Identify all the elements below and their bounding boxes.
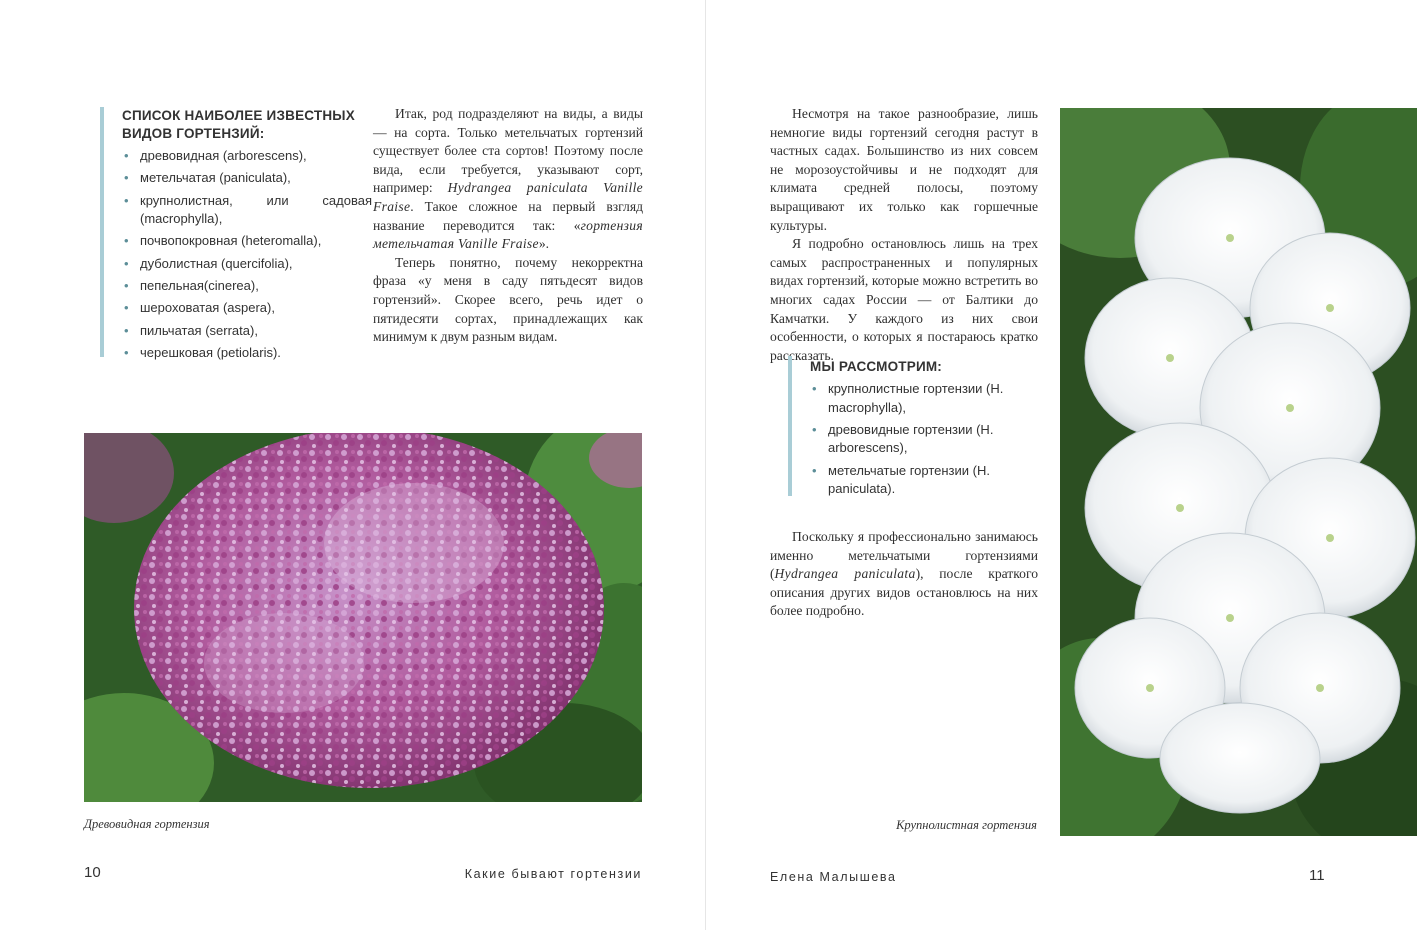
left-body-text (373, 105, 643, 347)
considered-species-title: МЫ РАССМОТРИМ: (810, 359, 943, 374)
latin-name: Hydrangea paniculata Vanille Fraise (373, 180, 643, 214)
species-list-box (100, 107, 372, 360)
paragraph: Поскольку я профессионально занимаюсь именно метельчатыми гортензиями (Hydrangea paniculata), после краткого описания других видов остановлюсь на них более подробно. (770, 529, 1038, 619)
photo-caption: Крупнолистная гортензия (896, 818, 1037, 832)
pink-hydrangea-image (84, 433, 642, 802)
arborescens-photo (84, 433, 642, 802)
latin-name: Hydrangea paniculata (774, 566, 916, 582)
list-item: • метельчатые гортензии (H. paniculata). (810, 462, 1020, 499)
page-number: 10 (84, 864, 101, 881)
right-page (707, 0, 1417, 930)
paragraph: Несмотря на такое разнообразие, лишь немногие виды гортензий сегодня растут в частных садах. Большинство из них совсем не морозоустойчивы и не подходят для климата средней полосы, поэтому выращивают их только как горшечные культуры. (770, 106, 1038, 233)
list-item: • метельчатая (paniculata), (122, 169, 372, 188)
considered-species-list (810, 380, 1020, 499)
right-body-text-2 (770, 528, 1038, 621)
translated-name: гортензия метельчатая Vanille Fraise (373, 217, 643, 252)
species-list-title: СПИСОК НАИБОЛЕЕ ИЗВЕСТНЫХ ВИДОВ ГОРТЕНЗИЙ: (122, 108, 355, 141)
macrophylla-photo (1060, 108, 1417, 836)
list-item: • пепельная(cinerea), (122, 277, 372, 296)
list-item: • крупнолистные гортензии (H. macrophylla), (810, 380, 1020, 417)
list-item: • древовидные гортензии (H. arborescens), (810, 421, 1020, 458)
paragraph: Я подробно остановлюсь лишь на трех самых распространенных и популярных видах гортензий, которые можно встретить во многих садах России — от Балтики до Камчатки. У каждого из них свои особенности, о которых я постараюсь кратко рассказать. (770, 236, 1038, 363)
list-item: • шероховатая (aspera), (122, 299, 372, 318)
list-item: • крупнолистная, или садовая (macrophylla), (122, 192, 372, 229)
page-gutter (705, 0, 706, 930)
paragraph: Итак, род подразделяют на виды, а виды — на сорта. Только метельчатых гортензий существует более ста сортов! Поэтому после вида, если требуется, указывают сорт, например: Hydrangea paniculata Vanille Fraise. Такое сложное на первый взгляд название переводится так: «гортензия метельчатая Vanille Fraise». (373, 106, 643, 252)
paragraph: Теперь понятно, почему некорректна фраза «у меня в саду пятьдесят видов гортензий». Скорее всего, речь идет о пятидесяти сортах, принадлежащих как минимум к двум разным видам. (373, 254, 643, 345)
considered-species-box (788, 356, 1020, 496)
running-head: Елена Малышева (770, 870, 897, 884)
running-head: Какие бывают гортензии (464, 867, 642, 881)
list-item: • черешковая (petiolaris). (122, 344, 372, 363)
species-list (122, 147, 372, 362)
right-body-text (770, 105, 1038, 365)
left-page (0, 0, 706, 930)
white-hydrangea-image (1060, 108, 1417, 836)
page-number: 11 (1309, 867, 1325, 884)
list-item: • пильчатая (serrata), (122, 322, 372, 341)
list-item: • дуболистная (quercifolia), (122, 255, 372, 274)
photo-caption: Древовидная гортензия (84, 817, 210, 831)
list-item: • древовидная (arborescens), (122, 147, 372, 166)
list-item: • почвопокровная (heteromalla), (122, 232, 372, 251)
